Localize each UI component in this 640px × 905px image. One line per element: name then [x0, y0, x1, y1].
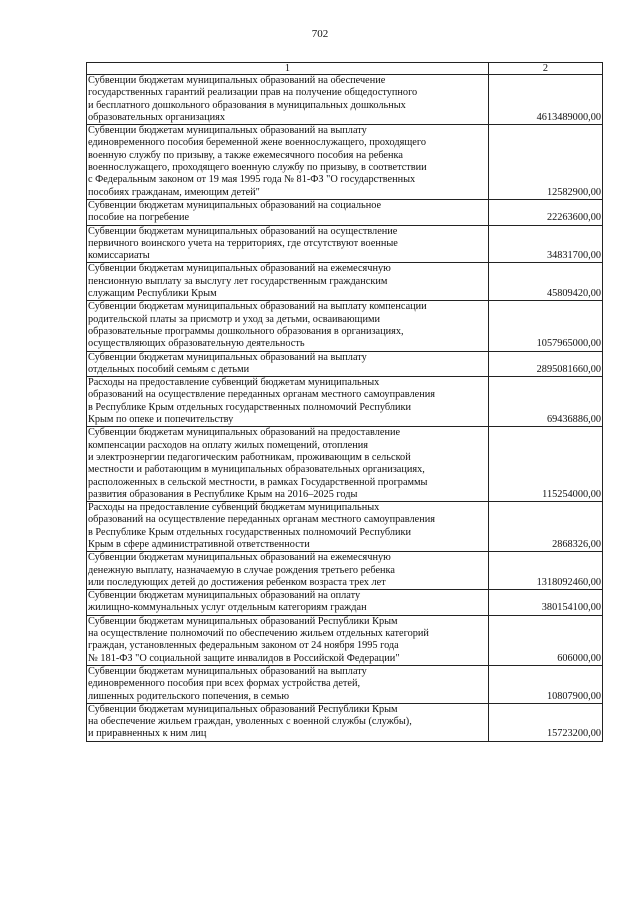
table-row — [87, 301, 603, 351]
table-row — [87, 615, 603, 665]
row-description — [87, 703, 489, 741]
table-row — [87, 377, 603, 427]
description-line: в Республике Крым отдельных государственных полномочий Республики — [88, 401, 411, 413]
row-amount: 10807900,00 — [489, 665, 603, 703]
description-line: отдельных пособий семьям с детьми — [88, 363, 250, 375]
row-amount: 2868326,00 — [489, 502, 603, 552]
description-line: граждан, установленных федеральным законом от 24 ноября 1995 года — [88, 640, 399, 652]
description-line: и бесплатного дошкольного образования в муниципальных дошкольных — [88, 99, 406, 111]
table-row — [87, 199, 603, 225]
table-header-row — [87, 63, 603, 75]
row-description — [87, 615, 489, 665]
description-line: Крым по опеке и попечительству — [88, 414, 234, 426]
row-description — [87, 665, 489, 703]
description-line: на обеспечение жильем граждан, уволенных с военной службы (службы), — [88, 716, 412, 728]
description-line: комиссариаты — [88, 250, 150, 262]
description-line: военнослужащего, проходящего военную службу по призыву, в соответствии — [88, 162, 427, 174]
description-line: Субвенции бюджетам муниципальных образований на выплату — [88, 125, 367, 137]
row-amount: 115254000,00 — [489, 427, 603, 502]
row-description — [87, 590, 489, 616]
row-amount: 12582900,00 — [489, 125, 603, 200]
row-description — [87, 75, 489, 125]
description-line: пособиях гражданам, имеющим детей" — [88, 186, 260, 198]
row-amount: 380154100,00 — [489, 590, 603, 616]
description-line: Крым в сфере административной ответственности — [88, 538, 310, 550]
row-description — [87, 377, 489, 427]
description-line: образовательных организациях — [88, 111, 226, 123]
table-row — [87, 703, 603, 741]
description-line: и приравненных к ним лиц — [88, 728, 207, 740]
page-number: 702 — [311, 28, 329, 40]
row-amount: 1318092460,00 — [489, 552, 603, 590]
row-description — [87, 502, 489, 552]
row-description — [87, 552, 489, 590]
row-description — [87, 263, 489, 301]
table-row — [87, 225, 603, 263]
description-line: Субвенции бюджетам муниципальных образований на социальное — [88, 199, 382, 211]
row-amount: 4613489000,00 — [489, 75, 603, 125]
row-amount: 22263600,00 — [489, 199, 603, 225]
description-line: образовательные программы дошкольного образования в организациях, — [88, 325, 404, 337]
description-line: лишенных родительского попечения, в семью — [88, 690, 290, 702]
description-line: единовременного пособия при всех формах устройства детей, — [88, 678, 361, 690]
description-line: или последующих детей до достижения ребенком возраста трех лет — [88, 576, 386, 588]
description-line: на осуществление полномочий по обеспечению жильем отдельных категорий — [88, 628, 429, 640]
table-row — [87, 351, 603, 377]
row-description — [87, 301, 489, 351]
row-description — [87, 125, 489, 200]
column-header-2: 2 — [489, 63, 603, 75]
description-line: расположенных в сельской местности, в рамках Государственной программы — [88, 476, 428, 488]
description-line: служащим Республики Крым — [88, 288, 217, 300]
row-description — [87, 351, 489, 377]
row-amount: 1057965000,00 — [489, 301, 603, 351]
row-amount: 69436886,00 — [489, 377, 603, 427]
table-row — [87, 552, 603, 590]
row-amount: 15723200,00 — [489, 703, 603, 741]
description-line: первичного воинского учета на территориях, где отсутствуют военные — [88, 237, 398, 249]
description-line: Субвенции бюджетам муниципальных образований на ежемесячную — [88, 552, 391, 564]
row-amount: 2895081660,00 — [489, 351, 603, 377]
row-amount: 606000,00 — [489, 615, 603, 665]
table-row — [87, 125, 603, 200]
description-line: Субвенции бюджетам муниципальных образований Республики Крым — [88, 703, 398, 715]
description-line: Субвенции бюджетам муниципальных образований на оплату — [88, 590, 361, 602]
description-line: государственных гарантий реализации прав на получение общедоступного — [88, 87, 418, 99]
description-line: Субвенции бюджетам муниципальных образований на выплату компенсации — [88, 301, 427, 313]
description-line: компенсации расходов на оплату жилых помещений, отопления — [88, 439, 368, 451]
description-line: жилищно-коммунальных услуг отдельным категориям граждан — [88, 602, 367, 614]
column-header-1: 1 — [87, 63, 489, 75]
description-line: с Федеральным законом от 19 мая 1995 года № 81-ФЗ "О государственных — [88, 174, 416, 186]
table-row — [87, 590, 603, 616]
table-row — [87, 75, 603, 125]
description-line: Расходы на предоставление субвенций бюджетам муниципальных — [88, 377, 380, 389]
table-row — [87, 665, 603, 703]
description-line: Субвенции бюджетам муниципальных образований на ежемесячную — [88, 263, 391, 275]
description-line: местности и работающим в муниципальных образовательных организациях, — [88, 464, 425, 476]
description-line: осуществляющих образовательную деятельность — [88, 338, 305, 350]
description-line: Субвенции бюджетам муниципальных образований на обеспечение — [88, 75, 386, 86]
table-row — [87, 502, 603, 552]
description-line: единовременного пособия беременной жене военнослужащего, проходящего — [88, 137, 426, 149]
table-body — [87, 75, 603, 742]
description-line: пенсионную выплату за выслугу лет государственным гражданским — [88, 275, 388, 287]
row-description — [87, 225, 489, 263]
description-line: в Республике Крым отдельных государственных полномочий Республики — [88, 526, 411, 538]
description-line: образований на осуществление переданных органам местного самоуправления — [88, 389, 435, 401]
description-line: Субвенции бюджетам муниципальных образований Республики Крым — [88, 615, 398, 627]
description-line: Субвенции бюджетам муниципальных образований на выплату — [88, 351, 367, 363]
description-line: пособие на погребение — [88, 212, 190, 224]
description-line: и электроэнергии педагогическим работникам, проживающим в сельской — [88, 451, 411, 463]
row-amount: 34831700,00 — [489, 225, 603, 263]
description-line: Субвенции бюджетам муниципальных образований на осуществление — [88, 225, 398, 237]
description-line: родительской платы за присмотр и уход за детьми, осваивающими — [88, 313, 380, 325]
description-line: Субвенции бюджетам муниципальных образований на выплату — [88, 665, 367, 677]
description-line: Расходы на предоставление субвенций бюджетам муниципальных — [88, 502, 380, 514]
description-line: образований на осуществление переданных органам местного самоуправления — [88, 514, 435, 526]
row-description — [87, 427, 489, 502]
budget-table — [86, 62, 603, 742]
description-line: развития образования в Республике Крым на 2016–2025 годы — [88, 488, 358, 500]
description-line: денежную выплату, назначаемую в случае рождения третьего ребенка — [88, 564, 395, 576]
row-description — [87, 199, 489, 225]
table-row — [87, 427, 603, 502]
row-amount: 45809420,00 — [489, 263, 603, 301]
description-line: Субвенции бюджетам муниципальных образований на предоставление — [88, 427, 401, 439]
description-line: № 181-ФЗ "О социальной защите инвалидов в Российской Федерации" — [88, 652, 400, 664]
table-row — [87, 263, 603, 301]
description-line: военную службу по призыву, а также ежемесячного пособия на ребенка — [88, 149, 403, 161]
